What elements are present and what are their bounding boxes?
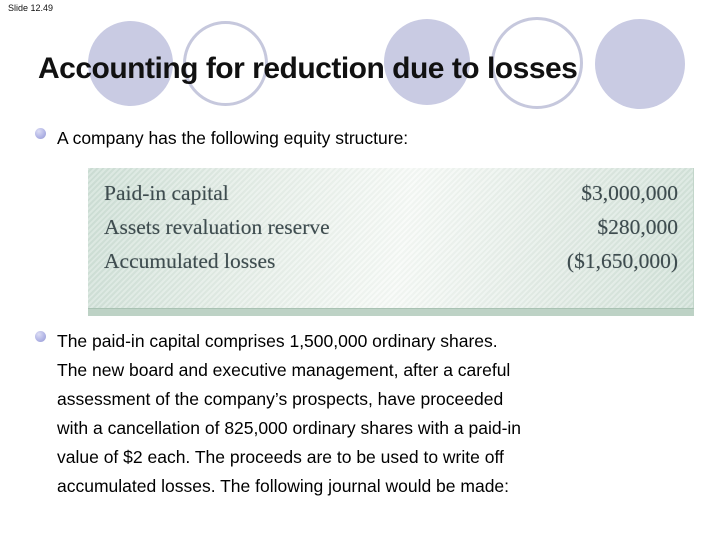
bullet-text-line: with a cancellation of 825,000 ordinary shares with a paid-in [57,418,522,438]
table-row-label: Accumulated losses [104,249,276,273]
table-row [104,181,678,215]
table-row-label: Assets revaluation reserve [104,215,330,239]
bullet-text-line: accumulated losses. The following journal would be made: [57,476,510,496]
bullet-text: A company has the following equity structure: [57,128,409,148]
bullet-icon [35,128,46,139]
bullet-text-line: The new board and executive management, after a careful [57,360,511,380]
equity-structure-table [88,168,694,316]
bullet-text-line: value of $2 each. The proceeds are to be used to write off [57,447,504,467]
bullet-icon [35,331,46,342]
slide-number: Slide 12.49 [8,3,54,13]
bullet-text-line: The paid-in capital comprises 1,500,000 ordinary shares. [57,331,498,351]
table-row [104,249,678,283]
bullet-text-line: assessment of the company’s prospects, have proceeded [57,389,504,409]
table-row-value: $3,000,000 [581,181,678,205]
bullet-item-equity-structure [35,124,695,154]
bullet-item-share-cancellation [35,327,707,507]
table-row [104,215,678,249]
table-row-value: ($1,650,000) [566,249,678,273]
slide-title: Accounting for reduction due to losses [38,52,578,85]
table-row-label: Paid-in capital [104,181,229,205]
bullet-text [57,327,521,501]
table-row-value: $280,000 [597,215,678,239]
